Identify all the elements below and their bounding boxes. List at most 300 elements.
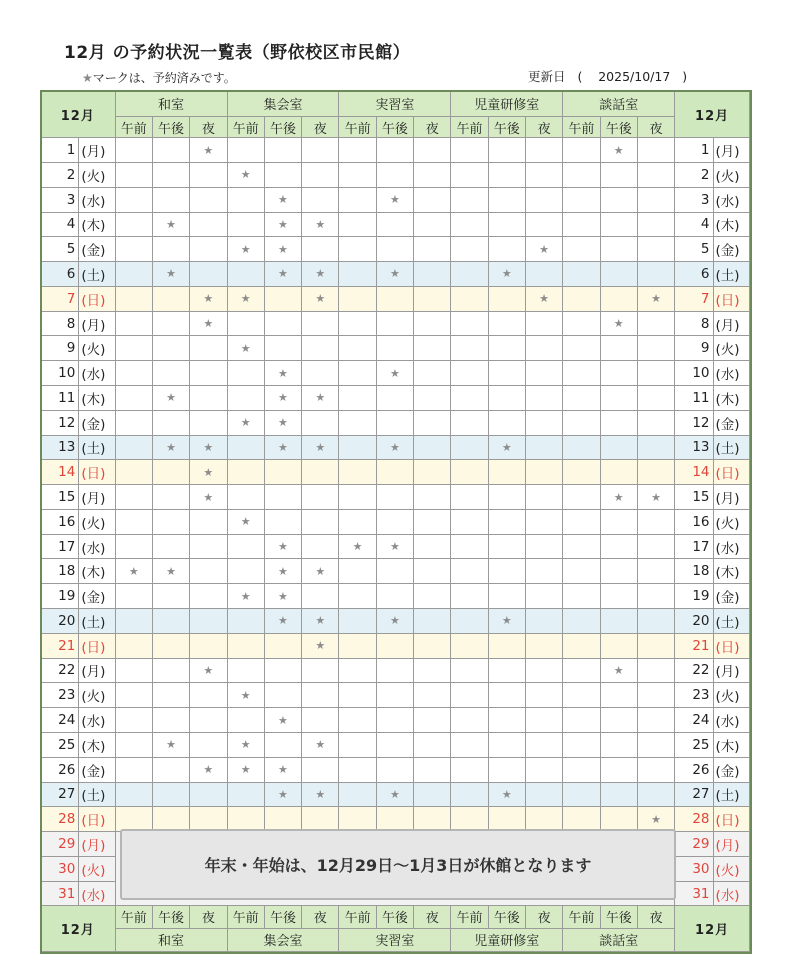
- empty-slot-cell: [414, 311, 451, 336]
- reserved-star-icon: ★: [302, 782, 339, 807]
- weekday-label: (月): [79, 485, 115, 510]
- reserved-star-icon: ★: [600, 138, 637, 163]
- empty-slot-cell: [152, 138, 189, 163]
- empty-slot-cell: [115, 138, 152, 163]
- day-number: 26: [41, 757, 79, 782]
- reserved-star-icon: ★: [302, 386, 339, 411]
- weekday-label: (火): [713, 162, 750, 187]
- reservation-table: [40, 90, 750, 952]
- table-row: [41, 559, 750, 584]
- day-number: 4: [41, 212, 79, 237]
- day-number: 30: [41, 856, 79, 881]
- weekday-label: (水): [79, 881, 115, 906]
- empty-slot-cell: [115, 237, 152, 262]
- table-row: [41, 460, 750, 485]
- day-number: 11: [41, 386, 79, 411]
- weekday-label: (木): [713, 559, 750, 584]
- empty-slot-cell: [152, 584, 189, 609]
- empty-slot-cell: [190, 534, 227, 559]
- room-footer-4: 談話室: [563, 928, 675, 952]
- reserved-star-icon: ★: [152, 559, 189, 584]
- reserved-star-icon: ★: [376, 534, 413, 559]
- table-row: [41, 336, 750, 361]
- weekday-label: (木): [79, 559, 115, 584]
- empty-slot-cell: [414, 658, 451, 683]
- empty-slot-cell: [637, 683, 674, 708]
- empty-slot-cell: [600, 534, 637, 559]
- empty-slot-cell: [414, 386, 451, 411]
- empty-slot-cell: [525, 757, 562, 782]
- empty-slot-cell: [376, 336, 413, 361]
- day-number: 10: [41, 361, 79, 386]
- reserved-star-icon: ★: [115, 559, 152, 584]
- empty-slot-cell: [190, 361, 227, 386]
- empty-slot-cell: [451, 683, 488, 708]
- weekday-label: (月): [79, 311, 115, 336]
- empty-slot-cell: [488, 633, 525, 658]
- slot-header: 午後: [152, 117, 189, 138]
- empty-slot-cell: [339, 485, 376, 510]
- reserved-star-icon: ★: [264, 262, 301, 287]
- empty-slot-cell: [600, 386, 637, 411]
- reserved-star-icon: ★: [302, 559, 339, 584]
- empty-slot-cell: [227, 361, 264, 386]
- empty-slot-cell: [563, 361, 600, 386]
- reserved-star-icon: ★: [264, 435, 301, 460]
- empty-slot-cell: [376, 509, 413, 534]
- empty-slot-cell: [190, 386, 227, 411]
- reserved-star-icon: ★: [227, 757, 264, 782]
- updated-label: 更新日: [528, 69, 566, 84]
- weekday-label: (火): [79, 683, 115, 708]
- empty-slot-cell: [414, 732, 451, 757]
- empty-slot-cell: [264, 485, 301, 510]
- empty-slot-cell: [152, 286, 189, 311]
- empty-slot-cell: [339, 336, 376, 361]
- empty-slot-cell: [637, 336, 674, 361]
- empty-slot-cell: [376, 559, 413, 584]
- weekday-label: (土): [713, 782, 750, 807]
- empty-slot-cell: [227, 534, 264, 559]
- empty-slot-cell: [637, 559, 674, 584]
- empty-slot-cell: [115, 162, 152, 187]
- empty-slot-cell: [637, 212, 674, 237]
- weekday-label: (土): [713, 609, 750, 634]
- empty-slot-cell: [376, 311, 413, 336]
- empty-slot-cell: [339, 757, 376, 782]
- empty-slot-cell: [227, 212, 264, 237]
- empty-slot-cell: [190, 162, 227, 187]
- empty-slot-cell: [525, 658, 562, 683]
- empty-slot-cell: [339, 633, 376, 658]
- weekday-label: (水): [713, 534, 750, 559]
- empty-slot-cell: [115, 708, 152, 733]
- weekday-label: (火): [79, 856, 115, 881]
- weekday-label: (火): [79, 509, 115, 534]
- empty-slot-cell: [190, 410, 227, 435]
- empty-slot-cell: [563, 633, 600, 658]
- empty-slot-cell: [563, 509, 600, 534]
- reserved-star-icon: ★: [525, 237, 562, 262]
- empty-slot-cell: [376, 410, 413, 435]
- table-row: [41, 534, 750, 559]
- reserved-star-icon: ★: [227, 286, 264, 311]
- slot-header: 午前: [451, 117, 488, 138]
- day-number: 17: [41, 534, 79, 559]
- day-number: 25: [675, 732, 713, 757]
- weekday-label: (月): [713, 832, 750, 857]
- weekday-label: (木): [79, 386, 115, 411]
- empty-slot-cell: [376, 460, 413, 485]
- empty-slot-cell: [414, 609, 451, 634]
- empty-slot-cell: [563, 237, 600, 262]
- empty-slot-cell: [600, 609, 637, 634]
- reserved-star-icon: ★: [227, 410, 264, 435]
- empty-slot-cell: [563, 311, 600, 336]
- empty-slot-cell: [339, 212, 376, 237]
- month-label-bottom-right: 12月: [675, 906, 750, 952]
- room-header-4: 談話室: [563, 91, 675, 117]
- empty-slot-cell: [637, 138, 674, 163]
- day-number: 10: [675, 361, 713, 386]
- reserved-star-icon: ★: [302, 212, 339, 237]
- weekday-label: (火): [713, 683, 750, 708]
- room-footer-1: 集会室: [227, 928, 339, 952]
- day-number: 4: [675, 212, 713, 237]
- empty-slot-cell: [637, 386, 674, 411]
- empty-slot-cell: [190, 732, 227, 757]
- day-number: 24: [41, 708, 79, 733]
- empty-slot-cell: [339, 410, 376, 435]
- empty-slot-cell: [488, 534, 525, 559]
- empty-slot-cell: [264, 138, 301, 163]
- empty-slot-cell: [264, 162, 301, 187]
- day-number: 29: [675, 832, 713, 857]
- empty-slot-cell: [414, 584, 451, 609]
- empty-slot-cell: [525, 410, 562, 435]
- reserved-star-icon: ★: [264, 534, 301, 559]
- empty-slot-cell: [414, 807, 451, 832]
- empty-slot-cell: [152, 237, 189, 262]
- empty-slot-cell: [302, 311, 339, 336]
- empty-slot-cell: [115, 584, 152, 609]
- empty-slot-cell: [264, 633, 301, 658]
- empty-slot-cell: [302, 807, 339, 832]
- empty-slot-cell: [339, 286, 376, 311]
- weekday-label: (金): [713, 237, 750, 262]
- empty-slot-cell: [600, 559, 637, 584]
- empty-slot-cell: [600, 286, 637, 311]
- reserved-star-icon: ★: [227, 732, 264, 757]
- reserved-star-icon: ★: [264, 361, 301, 386]
- reserved-star-icon: ★: [302, 609, 339, 634]
- weekday-label: (月): [79, 658, 115, 683]
- day-number: 13: [41, 435, 79, 460]
- empty-slot-cell: [115, 212, 152, 237]
- reserved-star-icon: ★: [376, 435, 413, 460]
- table-row: [41, 138, 750, 163]
- room-header-0: 和室: [115, 91, 227, 117]
- day-number: 20: [675, 609, 713, 634]
- weekday-label: (土): [713, 435, 750, 460]
- table-row: [41, 658, 750, 683]
- day-number: 16: [41, 509, 79, 534]
- reserved-star-icon: ★: [488, 435, 525, 460]
- empty-slot-cell: [414, 262, 451, 287]
- empty-slot-cell: [451, 534, 488, 559]
- empty-slot-cell: [302, 485, 339, 510]
- empty-slot-cell: [227, 633, 264, 658]
- slot-header: 夜: [302, 117, 339, 138]
- empty-slot-cell: [152, 410, 189, 435]
- empty-slot-cell: [190, 807, 227, 832]
- empty-slot-cell: [414, 633, 451, 658]
- reserved-star-icon: ★: [600, 658, 637, 683]
- empty-slot-cell: [115, 485, 152, 510]
- reserved-star-icon: ★: [190, 460, 227, 485]
- empty-slot-cell: [190, 509, 227, 534]
- empty-slot-cell: [339, 162, 376, 187]
- reserved-star-icon: ★: [264, 708, 301, 733]
- table-row: [41, 485, 750, 510]
- reserved-star-icon: ★: [152, 212, 189, 237]
- reserved-star-icon: ★: [152, 435, 189, 460]
- empty-slot-cell: [152, 782, 189, 807]
- reserved-star-icon: ★: [227, 509, 264, 534]
- empty-slot-cell: [339, 683, 376, 708]
- day-number: 3: [675, 187, 713, 212]
- empty-slot-cell: [488, 361, 525, 386]
- day-number: 20: [41, 609, 79, 634]
- reserved-star-icon: ★: [376, 782, 413, 807]
- empty-slot-cell: [600, 162, 637, 187]
- empty-slot-cell: [451, 485, 488, 510]
- weekday-label: (火): [713, 509, 750, 534]
- empty-slot-cell: [451, 311, 488, 336]
- empty-slot-cell: [227, 460, 264, 485]
- empty-slot-cell: [227, 435, 264, 460]
- empty-slot-cell: [488, 807, 525, 832]
- empty-slot-cell: [115, 782, 152, 807]
- table-row: [41, 509, 750, 534]
- day-number: 13: [675, 435, 713, 460]
- empty-slot-cell: [525, 386, 562, 411]
- empty-slot-cell: [563, 757, 600, 782]
- month-label-right: 12月: [675, 91, 750, 138]
- empty-slot-cell: [376, 237, 413, 262]
- empty-slot-cell: [376, 584, 413, 609]
- empty-slot-cell: [600, 732, 637, 757]
- empty-slot-cell: [451, 410, 488, 435]
- empty-slot-cell: [376, 732, 413, 757]
- day-number: 19: [675, 584, 713, 609]
- empty-slot-cell: [115, 732, 152, 757]
- empty-slot-cell: [190, 584, 227, 609]
- day-number: 14: [675, 460, 713, 485]
- empty-slot-cell: [488, 732, 525, 757]
- empty-slot-cell: [488, 410, 525, 435]
- empty-slot-cell: [376, 485, 413, 510]
- table-row: [41, 162, 750, 187]
- empty-slot-cell: [115, 386, 152, 411]
- empty-slot-cell: [302, 658, 339, 683]
- empty-slot-cell: [190, 708, 227, 733]
- reserved-star-icon: ★: [227, 584, 264, 609]
- weekday-label: (水): [79, 361, 115, 386]
- reserved-star-icon: ★: [152, 386, 189, 411]
- weekday-label: (日): [713, 633, 750, 658]
- empty-slot-cell: [600, 410, 637, 435]
- day-number: 3: [41, 187, 79, 212]
- day-number: 11: [675, 386, 713, 411]
- empty-slot-cell: [563, 683, 600, 708]
- empty-slot-cell: [152, 485, 189, 510]
- empty-slot-cell: [600, 683, 637, 708]
- empty-slot-cell: [414, 237, 451, 262]
- empty-slot-cell: [600, 212, 637, 237]
- weekday-label: (水): [713, 881, 750, 906]
- day-number: 22: [675, 658, 713, 683]
- slot-header: 午後: [600, 117, 637, 138]
- empty-slot-cell: [451, 732, 488, 757]
- day-number: 22: [41, 658, 79, 683]
- weekday-label: (日): [79, 460, 115, 485]
- empty-slot-cell: [563, 410, 600, 435]
- empty-slot-cell: [264, 732, 301, 757]
- empty-slot-cell: [488, 286, 525, 311]
- empty-slot-cell: [600, 361, 637, 386]
- empty-slot-cell: [152, 708, 189, 733]
- weekday-label: (水): [79, 534, 115, 559]
- empty-slot-cell: [339, 386, 376, 411]
- empty-slot-cell: [637, 435, 674, 460]
- empty-slot-cell: [525, 683, 562, 708]
- table-row: [41, 683, 750, 708]
- empty-slot-cell: [152, 757, 189, 782]
- reserved-star-icon: ★: [637, 286, 674, 311]
- day-number: 8: [675, 311, 713, 336]
- empty-slot-cell: [451, 138, 488, 163]
- empty-slot-cell: [600, 435, 637, 460]
- weekday-label: (水): [713, 708, 750, 733]
- empty-slot-cell: [637, 162, 674, 187]
- empty-slot-cell: [525, 732, 562, 757]
- day-number: 21: [41, 633, 79, 658]
- day-number: 25: [41, 732, 79, 757]
- table-row: [41, 187, 750, 212]
- day-number: 15: [675, 485, 713, 510]
- empty-slot-cell: [525, 187, 562, 212]
- day-number: 18: [675, 559, 713, 584]
- empty-slot-cell: [227, 708, 264, 733]
- slot-footer: 夜: [190, 906, 227, 928]
- empty-slot-cell: [451, 162, 488, 187]
- empty-slot-cell: [451, 237, 488, 262]
- reserved-star-icon: ★: [152, 732, 189, 757]
- empty-slot-cell: [563, 485, 600, 510]
- empty-slot-cell: [563, 386, 600, 411]
- empty-slot-cell: [488, 757, 525, 782]
- empty-slot-cell: [414, 410, 451, 435]
- empty-slot-cell: [339, 435, 376, 460]
- day-number: 8: [41, 311, 79, 336]
- reserved-star-icon: ★: [302, 286, 339, 311]
- empty-slot-cell: [115, 658, 152, 683]
- day-number: 17: [675, 534, 713, 559]
- reserved-star-icon: ★: [264, 386, 301, 411]
- day-number: 18: [41, 559, 79, 584]
- weekday-label: (土): [79, 435, 115, 460]
- empty-slot-cell: [190, 212, 227, 237]
- empty-slot-cell: [264, 683, 301, 708]
- empty-slot-cell: [302, 162, 339, 187]
- empty-slot-cell: [376, 162, 413, 187]
- room-header-2: 実習室: [339, 91, 451, 117]
- empty-slot-cell: [115, 460, 152, 485]
- day-number: 1: [675, 138, 713, 163]
- empty-slot-cell: [451, 286, 488, 311]
- slot-footer: 午後: [488, 906, 525, 928]
- empty-slot-cell: [451, 559, 488, 584]
- empty-slot-cell: [339, 361, 376, 386]
- reserved-star-icon: ★: [264, 782, 301, 807]
- room-footer-0: 和室: [115, 928, 227, 952]
- empty-slot-cell: [152, 311, 189, 336]
- empty-slot-cell: [339, 559, 376, 584]
- reserved-star-icon: ★: [376, 187, 413, 212]
- empty-slot-cell: [563, 138, 600, 163]
- weekday-label: (日): [79, 807, 115, 832]
- empty-slot-cell: [451, 262, 488, 287]
- empty-slot-cell: [600, 807, 637, 832]
- empty-slot-cell: [227, 311, 264, 336]
- weekday-label: (火): [713, 336, 750, 361]
- empty-slot-cell: [414, 485, 451, 510]
- page-title: 12月 の予約状況一覧表（野依校区市民館）: [64, 43, 411, 63]
- reserved-star-icon: ★: [227, 336, 264, 361]
- empty-slot-cell: [600, 460, 637, 485]
- room-header-1: 集会室: [227, 91, 339, 117]
- empty-slot-cell: [563, 782, 600, 807]
- slot-footer: 午後: [152, 906, 189, 928]
- empty-slot-cell: [190, 609, 227, 634]
- reserved-star-icon: ★: [376, 609, 413, 634]
- slot-header: 午前: [563, 117, 600, 138]
- weekday-label: (月): [713, 311, 750, 336]
- reserved-star-icon: ★: [264, 757, 301, 782]
- empty-slot-cell: [637, 311, 674, 336]
- empty-slot-cell: [115, 683, 152, 708]
- empty-slot-cell: [302, 683, 339, 708]
- empty-slot-cell: [600, 708, 637, 733]
- weekday-label: (金): [79, 757, 115, 782]
- day-number: 27: [41, 782, 79, 807]
- slot-footer: 夜: [302, 906, 339, 928]
- empty-slot-cell: [488, 386, 525, 411]
- empty-slot-cell: [152, 658, 189, 683]
- table-row: [41, 757, 750, 782]
- empty-slot-cell: [488, 658, 525, 683]
- day-number: 16: [675, 509, 713, 534]
- weekday-label: (月): [713, 485, 750, 510]
- slot-footer: 夜: [525, 906, 562, 928]
- slot-header: 午後: [488, 117, 525, 138]
- empty-slot-cell: [525, 708, 562, 733]
- reserved-star-icon: ★: [339, 534, 376, 559]
- table-row: [41, 807, 750, 832]
- empty-slot-cell: [600, 187, 637, 212]
- empty-slot-cell: [525, 485, 562, 510]
